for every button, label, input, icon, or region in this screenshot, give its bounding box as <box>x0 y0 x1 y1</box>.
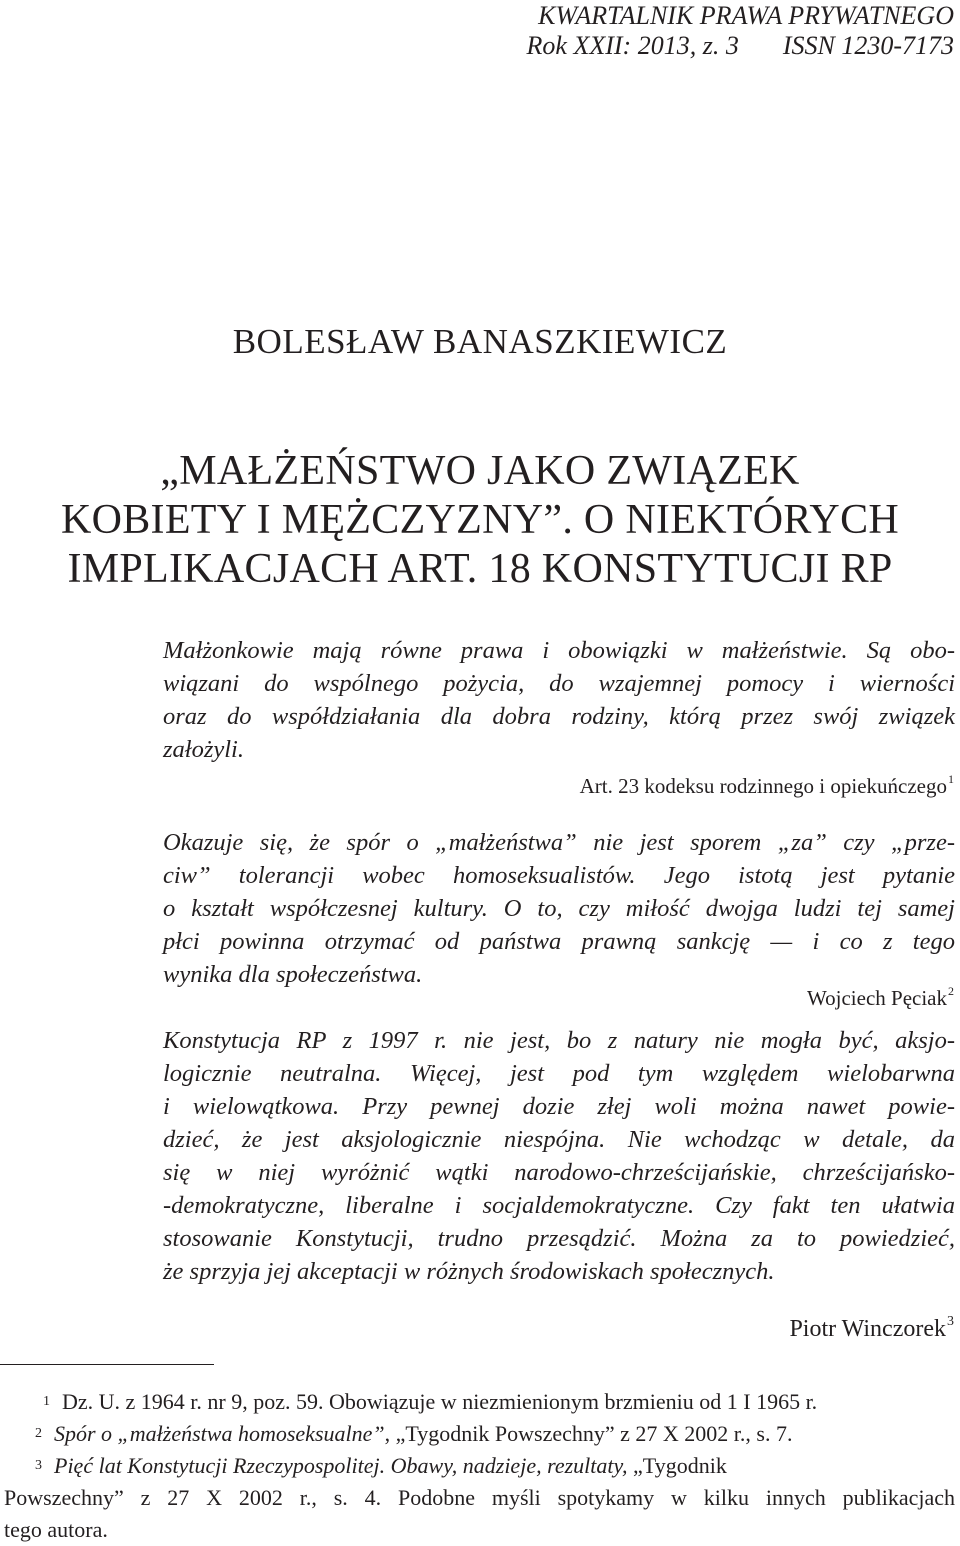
title-line: „MAŁŻEŃSTWO JAKO ZWIĄZEK <box>160 448 800 494</box>
motto-3-attribution <box>789 1316 954 1343</box>
footnote-title: Pięć lat Konstytucji Rzeczypospolitej. Obawy, nadzieje, rezultaty, <box>54 1453 628 1478</box>
motto-line: o kształt współczesnej kultury. O to, czy miłość dwojga ludzi tej samej <box>163 895 955 922</box>
journal-issue: Rok XXII: 2013, z. 3 <box>526 31 739 60</box>
footnote-number: 1 <box>43 1394 50 1409</box>
attribution-text: Piotr Winczorek <box>789 1316 946 1342</box>
article-author: BOLESŁAW BANASZKIEWICZ <box>232 322 728 361</box>
footnote-text: Dz. U. z 1964 r. nr 9, poz. 59. Obowiązuje w niezmienionym brzmieniu od 1 I 1965 r. <box>62 1389 818 1414</box>
footnote-2 <box>4 1418 955 1450</box>
footnote-number: 2 <box>35 1426 42 1441</box>
motto-line: Małżonkowie mają równe prawa i obowiązki w małżeństwie. Są obo- <box>163 637 955 664</box>
motto-line: dzieć, że jest aksjologicznie niespójna. Nie wchodząc w detale, da <box>163 1126 955 1153</box>
footnote-3-continued: Powszechny” z 27 X 2002 r., s. 4. Podobne myśli spotykamy w kilku innych publikacjach <box>4 1485 955 1510</box>
journal-title: KWARTALNIK PRAWA PRYWATNEGO <box>538 1 954 30</box>
footnote-3-end: tego autora. <box>4 1517 108 1542</box>
footnote-text: „Tygodnik <box>627 1453 727 1478</box>
footnote-3 <box>4 1450 955 1482</box>
attribution-text: Art. 23 kodeksu rodzinnego i opiekuńczego <box>579 774 947 798</box>
motto-line: Konstytucja RP z 1997 r. nie jest, bo z natury nie mogła być, aksjo- <box>163 1027 955 1054</box>
motto-1 <box>163 634 955 766</box>
motto-line: ciw” tolerancji wobec homoseksualistów. Jego istotą jest pytanie <box>163 862 955 889</box>
footnote-ref[interactable]: 2 <box>948 984 954 998</box>
footnote-ref[interactable]: 1 <box>948 772 954 786</box>
footnote-number: 3 <box>35 1458 42 1473</box>
motto-line: stosowanie Konstytucji, trudno przesądzić. Można za to powiedzieć, <box>163 1225 955 1252</box>
journal-issn: ISSN 1230-7173 <box>782 31 954 60</box>
motto-2-attribution <box>807 986 954 1011</box>
journal-issue-line <box>527 30 954 62</box>
motto-line: się w niej wyróżnić wątki narodowo-chrześcijańskie, chrześcijańsko- <box>163 1159 955 1186</box>
footnote-1 <box>4 1386 955 1418</box>
article-title <box>0 447 960 594</box>
footnote-ref[interactable]: 3 <box>947 1314 954 1329</box>
motto-3 <box>163 1024 955 1288</box>
motto-line: założyli. <box>163 736 244 763</box>
motto-line: wiązani do wspólnego pożycia, do wzajemnej pomocy i wierności <box>163 670 955 697</box>
motto-line: że sprzyja jej akceptacji w różnych środowiskach społecznych. <box>163 1258 775 1285</box>
motto-line: wynika dla społeczeństwa. <box>163 961 423 988</box>
attribution-text: Wojciech Pęciak <box>807 986 947 1010</box>
footnote-separator <box>0 1364 214 1365</box>
motto-1-attribution <box>580 774 954 799</box>
motto-line: -demokratyczne, liberalne i socjaldemokratyczne. Czy fakt ten ułatwia <box>163 1192 955 1219</box>
footnote-text: , „Tygodnik Powszechny” z 27 X 2002 r., s. 7. <box>384 1421 793 1446</box>
title-line: KOBIETY I MĘŻCZYZNY”. O NIEKTÓRYCH <box>60 497 900 543</box>
motto-line: oraz do współdziałania dla dobra rodziny, którą przez swój związek <box>163 703 955 730</box>
motto-line: logicznie neutralna. Więcej, jest pod tym względem wielobarwna <box>163 1060 955 1087</box>
footnote-title: Spór o „małżeństwa homoseksualne” <box>54 1421 385 1446</box>
motto-line: Okazuje się, że spór o „małżeństwa” nie jest sporem „za” czy „prze- <box>163 829 955 856</box>
motto-line: płci powinna otrzymać od państwa prawną sankcję — i co z tego <box>163 928 955 955</box>
motto-line: i wielowątkowa. Przy pewnej dozie złej woli można nawet powie- <box>163 1093 955 1120</box>
title-line: IMPLIKACJACH ART. 18 KONSTYTUCJI RP <box>67 546 893 592</box>
motto-2 <box>163 826 955 991</box>
footnotes <box>4 1386 955 1546</box>
